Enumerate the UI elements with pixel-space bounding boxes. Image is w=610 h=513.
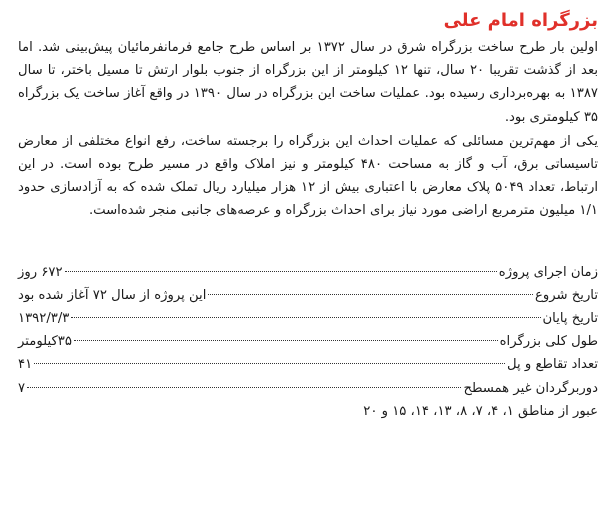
dotted-leader bbox=[74, 340, 498, 341]
fact-value: این پروژه از سال ۷۲ آغاز شده بود bbox=[18, 287, 207, 303]
fact-u-turns bbox=[18, 377, 598, 400]
paragraph-1: اولین بار طرح ساخت بزرگراه شرق در سال ۱۳۷۲ بر اساس طرح جامع فرمانفرمائیان پیش‌بینی شد. اما بعد از گذشت تقریبا ۲۰ سال، تنها ۱۲ کیلومتر از این بزرگراه از جنوب بلوار ارتش تا مسیل باختر، تا سال ۱۳۸۷ به بهره‌برداری رسیده بود. عملیات ساخت این بزرگراه در سال ۱۳۹۰ در واقع آغاز ساخت یک بزرگراه ۳۵ کیلومتری بود. bbox=[18, 40, 599, 125]
fact-districts bbox=[18, 400, 598, 423]
fact-length bbox=[18, 330, 598, 353]
fact-label: عبور از مناطق ۱، ۴، ۷، ۸، ۱۳، ۱۴، ۱۵ و ۲۰ bbox=[363, 403, 598, 419]
fact-duration bbox=[18, 261, 598, 284]
fact-value: ۶۷۲ روز bbox=[18, 264, 63, 280]
dotted-leader bbox=[34, 363, 505, 364]
dotted-leader bbox=[65, 271, 497, 272]
dotted-leader bbox=[208, 294, 533, 295]
fact-label: طول کلی بزرگراه bbox=[499, 334, 598, 350]
fact-label: زمان اجرای پروژه bbox=[498, 264, 598, 280]
dotted-leader bbox=[27, 387, 461, 388]
fact-interchanges bbox=[18, 353, 598, 376]
fact-label: تاریخ شروع bbox=[535, 287, 598, 303]
project-facts bbox=[18, 261, 598, 423]
fact-value: ۴۱ bbox=[18, 357, 33, 373]
article-body bbox=[18, 36, 598, 223]
dotted-leader bbox=[71, 317, 540, 318]
fact-label: تاریخ پایان bbox=[542, 311, 598, 327]
fact-value: ۱۳۹۲/۳/۳ bbox=[18, 311, 70, 327]
article-title: بزرگراه امام علی bbox=[443, 10, 598, 31]
fact-label: دوربرگردان غیر همسطح bbox=[463, 380, 598, 396]
fact-start-date bbox=[18, 284, 598, 307]
fact-label: تعداد تقاطع و پل bbox=[507, 357, 598, 373]
fact-value: ۳۵کیلومتر bbox=[18, 334, 72, 350]
fact-value: ۷ bbox=[18, 380, 26, 396]
fact-end-date bbox=[18, 307, 598, 330]
paragraph-2: یکی از مهم‌ترین مسائلی که عملیات احداث این بزرگراه را برجسته ساخت، رفع انواع مختلفی از معارض تاسیساتی برق، آب و گاز به مساحت ۴۸۰ کیلومتر و نیز املاک واقع در مسیر طرح بوده است. در این ارتباط، تعداد ۵۰۴۹ پلاک معارض با اعتباری بیش از ۱۲ هزار میلیارد ریال تملک شده که به آزادسازی حدود ۱/۱ میلیون مترمربع اراضی مورد نیاز برای احداث بزرگراه و عرصه‌های جانبی منجر شده‌است. bbox=[18, 133, 599, 219]
